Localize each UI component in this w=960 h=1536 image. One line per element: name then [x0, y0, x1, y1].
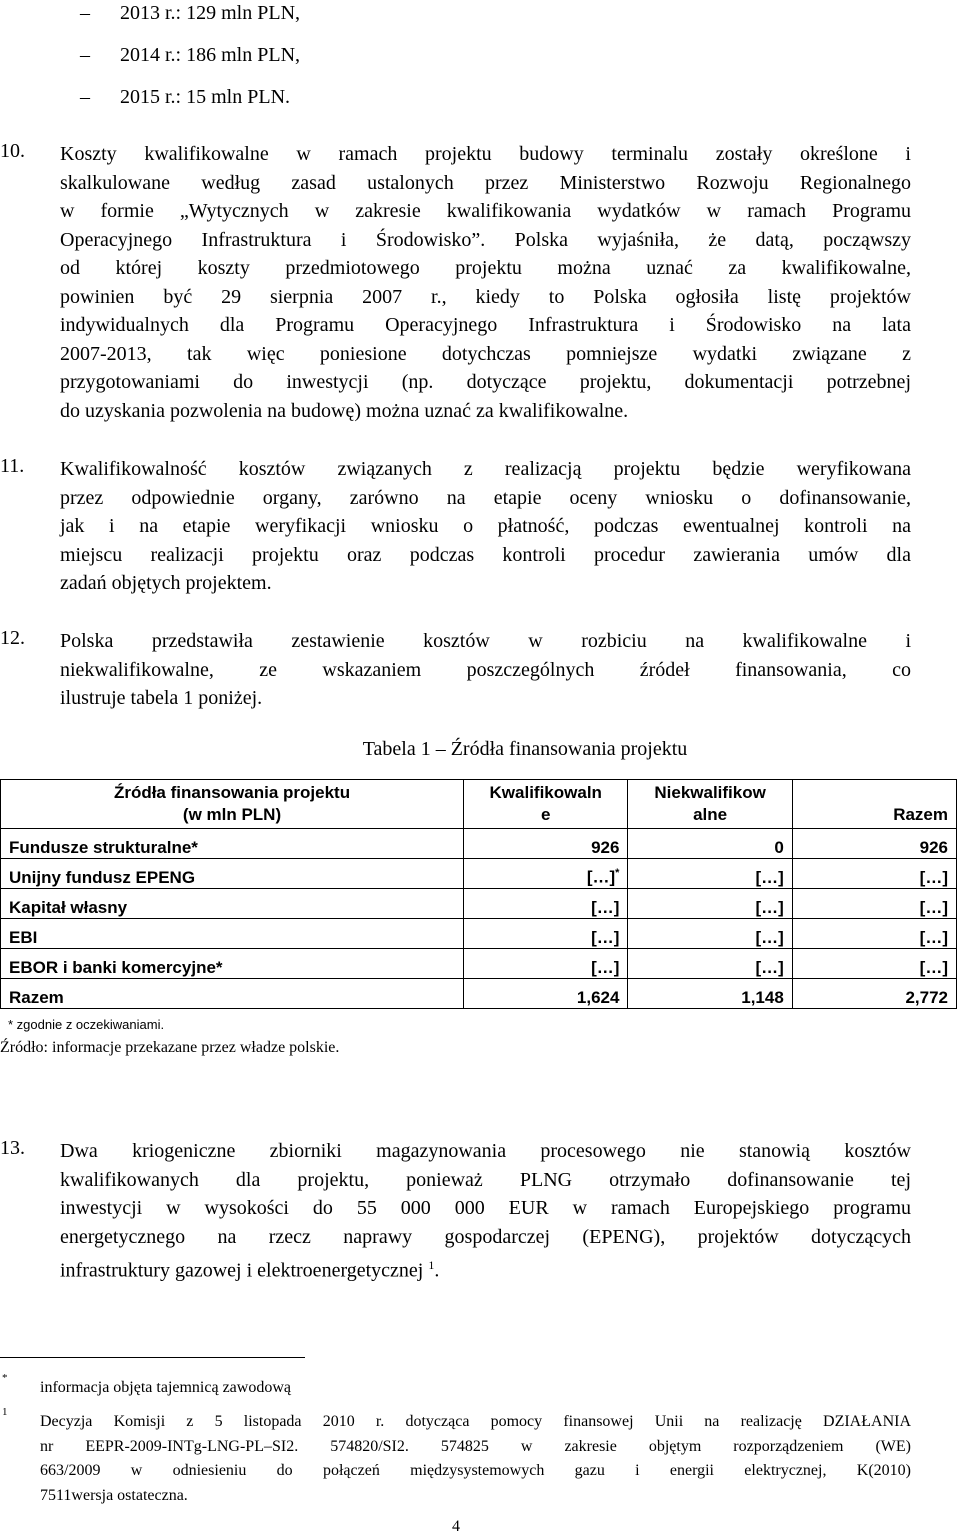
header-ineligible-line2: alne [693, 805, 728, 824]
paragraph-number: 11. [0, 455, 25, 477]
footnote-text [40, 1376, 911, 1401]
table-row [1, 889, 957, 919]
footnote-ref: 1 [428, 1258, 435, 1272]
paragraph-number: 10. [0, 140, 25, 162]
cell-ineligible: […] [628, 949, 792, 979]
footnote-line: informacja objęta tajemnicą zawodową [40, 1379, 291, 1396]
text-line: inwestycji w wysokości do 55 000 000 EUR w ramach Europejskiego programu [60, 1197, 911, 1219]
row-label: Unijny fundusz EPENG [1, 859, 464, 889]
table-header-row [1, 780, 957, 829]
financing-sources-table [0, 779, 957, 1009]
cell-total: […] [792, 919, 956, 949]
confidential-marker: * [615, 867, 620, 880]
text-line: Dwa kriogeniczne zbiorniki magazynowania procesowego nie stanowią kosztów [60, 1140, 911, 1162]
table-source: Źródło: informacje przekazane przez władze polskie. [0, 1039, 340, 1056]
header-source-line2: (w mln PLN) [182, 805, 282, 824]
text-line: powinien być 29 sierpnia 2007 r., kiedy to Polska ogłosiła listę projektów [60, 285, 911, 308]
text-line: niekwalifikowalne, ze wskazaniem poszczególnych źródeł finansowania, co [60, 658, 911, 681]
bullet-text: 2014 r.: 186 mln PLN, [120, 44, 301, 66]
cell-ineligible: […] [628, 919, 792, 949]
paragraph-number: 13. [0, 1137, 25, 1159]
footnote-mark: * [2, 1372, 8, 1384]
text-line: zadań objętych projektem. [60, 572, 272, 594]
text-line: Kwalifikowalność kosztów związanych z realizacją projektu będzie weryfikowana [60, 458, 911, 480]
header-ineligible-line1: Niekwalifikow [654, 783, 766, 802]
header-source-line1: Źródła finansowania projektu [113, 783, 351, 802]
bullet-item [80, 44, 300, 67]
header-eligible-line2: e [541, 805, 551, 824]
table-total-row [1, 979, 957, 1009]
cell-total: […] [792, 949, 956, 979]
paragraph-text [60, 627, 911, 713]
text-line [60, 1251, 911, 1280]
text-line: ilustruje tabela 1 poniżej. [60, 687, 263, 709]
row-label: Razem [1, 979, 464, 1009]
footnote-mark: 1 [2, 1406, 8, 1418]
footnote-line: 7511wersja ostateczna. [40, 1486, 188, 1504]
footnote-separator [0, 1357, 305, 1358]
text-line: kwalifikowanych dla projektu, ponieważ PLNG otrzymało dofinansowanie tej [60, 1168, 911, 1191]
table-note: * zgodnie z oczekiwaniami. [8, 1017, 165, 1032]
text-line: Koszty kwalifikowalne w ramach projektu budowy terminalu zostały określone i [60, 143, 911, 165]
header-ineligible [628, 780, 792, 829]
footnote-line: Decyzja Komisji z 5 listopada 2010 r. dotycząca pomocy finansowej Unii na realizację DZIAŁANIA [40, 1413, 911, 1430]
footnote-line: nr EEPR-2009-INTg-LNG-PL–SI2. 574820/SI2. 574825 w zakresie objętym rozporządzeniem (WE) [40, 1437, 911, 1455]
text-line: do uzyskania pozwolenia na budowę) można uznać za kwalifikowalne. [60, 399, 629, 422]
text-line: w formie „Wytycznych w zakresie kwalifikowania wydatków w ramach Programu [60, 200, 911, 222]
text-line: miejscu realizacji projektu oraz podczas kontroli procedur zawierania umów dla [60, 543, 911, 566]
table-row [1, 949, 957, 979]
bullet-text: 2015 r.: 15 mln PLN. [120, 86, 291, 108]
row-label: Fundusze strukturalne* [1, 829, 464, 859]
cell-eligible: 1,624 [464, 979, 628, 1009]
table-row [1, 859, 957, 889]
cell-eligible: […] [464, 949, 628, 979]
text-line: Operacyjnego Infrastruktura i Środowisko”. Polska wyjaśniła, że datą, począwszy [60, 228, 911, 251]
cell-total: 2,772 [792, 979, 956, 1009]
header-eligible [464, 780, 628, 829]
text-line: skalkulowane według zasad ustalonych przez Ministerstwo Rozwoju Regionalnego [60, 171, 911, 194]
text-line: energetycznego na rzecz naprawy gospodarczej (EPENG), projektów dotyczących [60, 1225, 911, 1248]
cell-ineligible: […] [628, 889, 792, 919]
table-caption [0, 738, 960, 761]
dash-marker: – [80, 44, 90, 66]
dash-marker: – [80, 2, 90, 24]
text-line: Polska przedstawiła zestawienie kosztów w rozbiciu na kwalifikowalne i [60, 630, 911, 652]
cell-eligible [464, 859, 628, 889]
bullet-item [80, 86, 290, 109]
text-line: przygotowaniami do inwestycji (np. dotyczące projektu, dokumentacji potrzebnej [60, 371, 911, 393]
header-source [1, 780, 464, 829]
table-row [1, 829, 957, 859]
cell-eligible: […] [464, 889, 628, 919]
dash-marker: – [80, 86, 90, 108]
cell-ineligible: 1,148 [628, 979, 792, 1009]
cell-ineligible: […] [628, 859, 792, 889]
cell-ineligible: 0 [628, 829, 792, 859]
cell-total: […] [792, 859, 956, 889]
cell-total: 926 [792, 829, 956, 859]
table-caption-text: Tabela 1 – Źródła finansowania projektu [362, 738, 688, 760]
bullet-text: 2013 r.: 129 mln PLN, [120, 2, 301, 24]
page-number: 4 [452, 1518, 460, 1535]
paragraph-text [60, 455, 911, 598]
text-line: jak i na etapie weryfikacji wniosku o płatność, podczas ewentualnej kontroli na [60, 515, 911, 537]
text-line: przez odpowiednie organy, zarówno na etapie oceny wniosku o dofinansowanie, [60, 486, 911, 509]
table-row [1, 919, 957, 949]
bullet-item [80, 2, 300, 25]
cell-eligible: 926 [464, 829, 628, 859]
row-label: Kapitał własny [1, 889, 464, 919]
text-line-content: infrastruktury gazowej i elektroenergetycznej [60, 1259, 424, 1282]
cell-eligible: […] [464, 919, 628, 949]
text-line: indywidualnych dla Programu Operacyjnego Infrastruktura i Środowisko na lata [60, 314, 911, 336]
row-label: EBI [1, 919, 464, 949]
footnote-line: 663/2009 w odniesieniu do połączeń międzysystemowych gazu i energii elektrycznej, K(2010) [40, 1462, 911, 1479]
text-line: 2007-2013, tak więc poniesione dotychczas pomniejsze wydatki związane z [60, 342, 911, 365]
paragraph-number: 12. [0, 627, 25, 649]
header-total: Razem [792, 780, 956, 829]
header-eligible-line1: Kwalifikowaln [489, 783, 602, 802]
text-line: od której koszty przedmiotowego projektu można uznać za kwalifikowalne, [60, 257, 911, 279]
cell-total: […] [792, 889, 956, 919]
footnote-text [40, 1410, 911, 1508]
paragraph-text [60, 1137, 911, 1280]
cell-eligible-value: […] [586, 868, 616, 887]
line-end-punct: . [434, 1259, 440, 1282]
paragraph-text [60, 140, 911, 425]
row-label: EBOR i banki komercyjne* [1, 949, 464, 979]
